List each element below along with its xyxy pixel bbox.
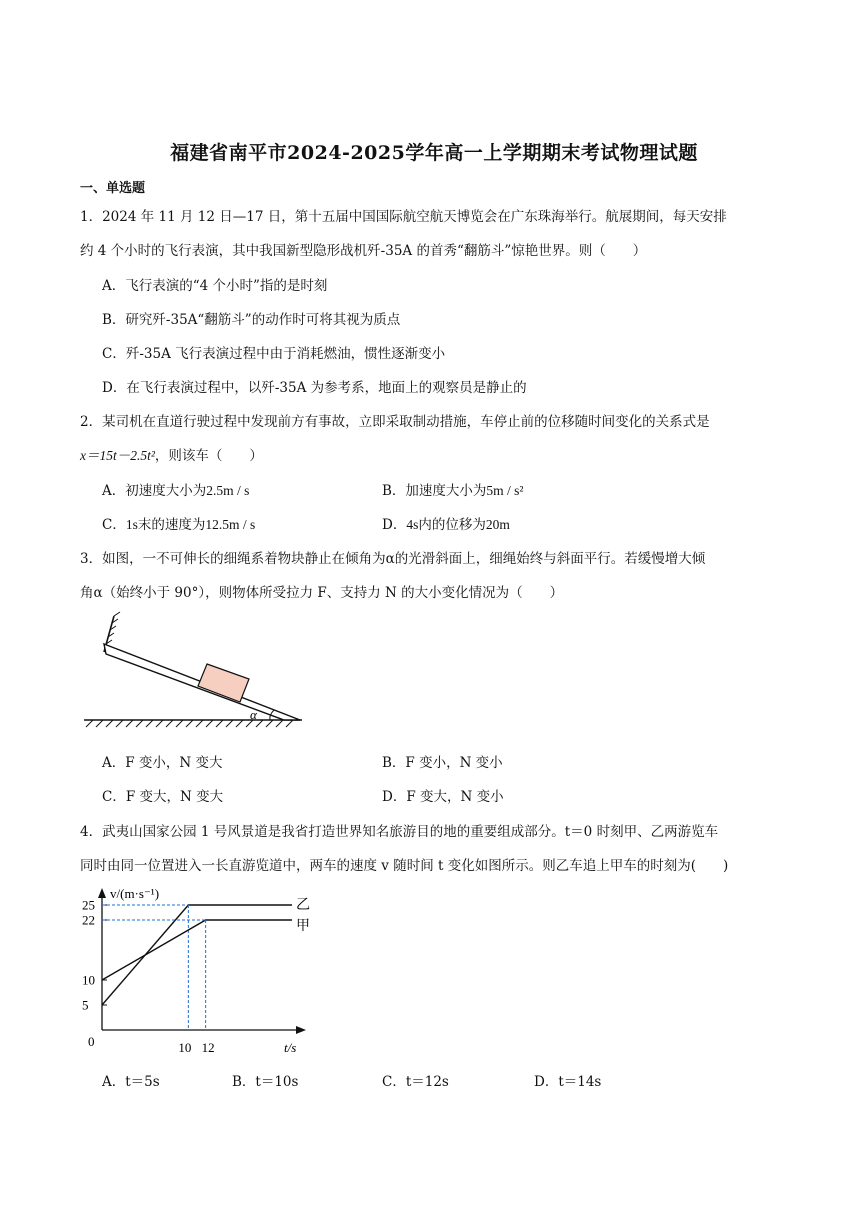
- q2-option-d-value: 20m: [485, 517, 510, 532]
- velocity-time-chart: [76, 880, 316, 1060]
- q2-formula: x＝15t－2.5t²: [80, 448, 155, 463]
- q2-option-c-text: 末的速度为: [137, 517, 206, 533]
- q4-option-c: C．t＝12s: [382, 1074, 449, 1090]
- q4-line1: 4．武夷山国家公园 1 号风景道是我省打造世界知名旅游目的地的重要组成部分。t＝0 时刻甲、乙两游览车: [80, 824, 719, 840]
- q3-option-d: D．F 变大，N 变小: [382, 789, 504, 805]
- q3-option-a: A．F 变小，N 变大: [102, 755, 223, 771]
- q2-option-b-text: B．加速度大小为: [382, 483, 487, 499]
- angle-label: α: [250, 707, 257, 722]
- q2-option-c-label: C．: [102, 517, 126, 533]
- q4-option-d: D．t＝14s: [534, 1074, 602, 1090]
- incline-figure: [78, 610, 308, 734]
- series-name-label: 甲: [296, 919, 310, 934]
- x-axis-label: t/s: [284, 1040, 297, 1055]
- q4-option-b: B．t＝10s: [232, 1074, 299, 1090]
- q4-option-a: A．t＝5s: [102, 1074, 160, 1090]
- q3-line2: 角α（始终小于 90°），则物体所受拉力 F、支持力 N 的大小变化情况为（ ）: [80, 585, 564, 601]
- q2-option-d-text: 内的位移为: [418, 517, 486, 533]
- q4-line2: 同时由同一位置进入一长直游览道中，两车的速度 v 随时间 t 变化如图所示。则乙车追上甲车的时刻为( ): [80, 858, 729, 874]
- q2-option-c-value: 12.5m / s: [205, 517, 256, 532]
- x-tick-label: 10: [178, 1040, 192, 1055]
- q3-option-b: B．F 变小，N 变小: [382, 755, 503, 771]
- ground-hatch: [86, 720, 293, 727]
- q2-option-c: [102, 513, 255, 533]
- q1-line2: 约 4 个小时的飞行表演，其中我国新型隐形战机歼-35A 的首秀“翻筋斗”惊艳世界。则（ ）: [80, 243, 647, 259]
- q1-option-b: B．研究歼-35A“翻筋斗”的动作时可将其视为质点: [102, 312, 401, 328]
- q2-option-c-time: 1s: [125, 517, 138, 532]
- q3-option-c: C．F 变大，N 变大: [102, 789, 224, 805]
- q2-line2: [80, 444, 792, 464]
- y-tick-label: 25: [82, 897, 95, 913]
- origin-label: 0: [88, 1034, 95, 1049]
- y-axis-arrow: [98, 888, 106, 898]
- x-axis-arrow: [296, 1026, 306, 1034]
- y-axis-label: v/(m·s⁻¹): [110, 886, 160, 901]
- section-heading: 一、单选题: [80, 181, 146, 196]
- q2-option-b: [382, 479, 523, 499]
- x-tick-label: 12: [201, 1040, 215, 1055]
- q2-option-d: [382, 513, 510, 533]
- q2-option-a-text: A．初速度大小为: [102, 483, 207, 499]
- q1-option-d: D．在飞行表演过程中，以歼-35A 为参考系，地面上的观察员是静止的: [102, 380, 527, 396]
- q2-option-d-label: D．: [382, 517, 407, 533]
- q2-line1: 2．某司机在直道行驶过程中发现前方有事故，立即采取制动措施，车停止前的位移随时间变化的关系式是: [80, 414, 710, 430]
- q1-option-c: C．歼-35A 飞行表演过程中由于消耗燃油，惯性逐渐变小: [102, 346, 446, 362]
- q1-line1: 1．2024 年 11 月 12 日—17 日，第十五届中国国际航空航天博览会在广东珠海举行。航展期间，每天安排: [80, 209, 727, 225]
- block: [198, 664, 249, 702]
- y-tick-label: 10: [82, 972, 95, 988]
- q2-line2-tail: ，则该车（ ）: [154, 448, 263, 464]
- chart-axes: [88, 886, 306, 1055]
- q3-line1: 3．如图，一不可伸长的细绳系着物块静止在倾角为α的光滑斜面上，细绳始终与斜面平行。若缓慢增大倾: [80, 551, 706, 567]
- page-title: 福建省南平市2024-2025学年高一上学期期末考试物理试题: [170, 142, 698, 164]
- q2-option-b-value: 5m / s²: [486, 483, 524, 498]
- chart-marks: [82, 898, 310, 1056]
- y-tick-label: 5: [82, 997, 89, 1013]
- y-tick-label: 22: [82, 912, 95, 928]
- series-name-label: 乙: [296, 898, 310, 913]
- q2-option-d-time: 4s: [406, 517, 419, 532]
- q2-option-a: [102, 479, 249, 499]
- q2-option-a-value: 2.5m / s: [206, 483, 250, 498]
- q1-option-a: A．飞行表演的“4 个小时”指的是时刻: [102, 278, 328, 294]
